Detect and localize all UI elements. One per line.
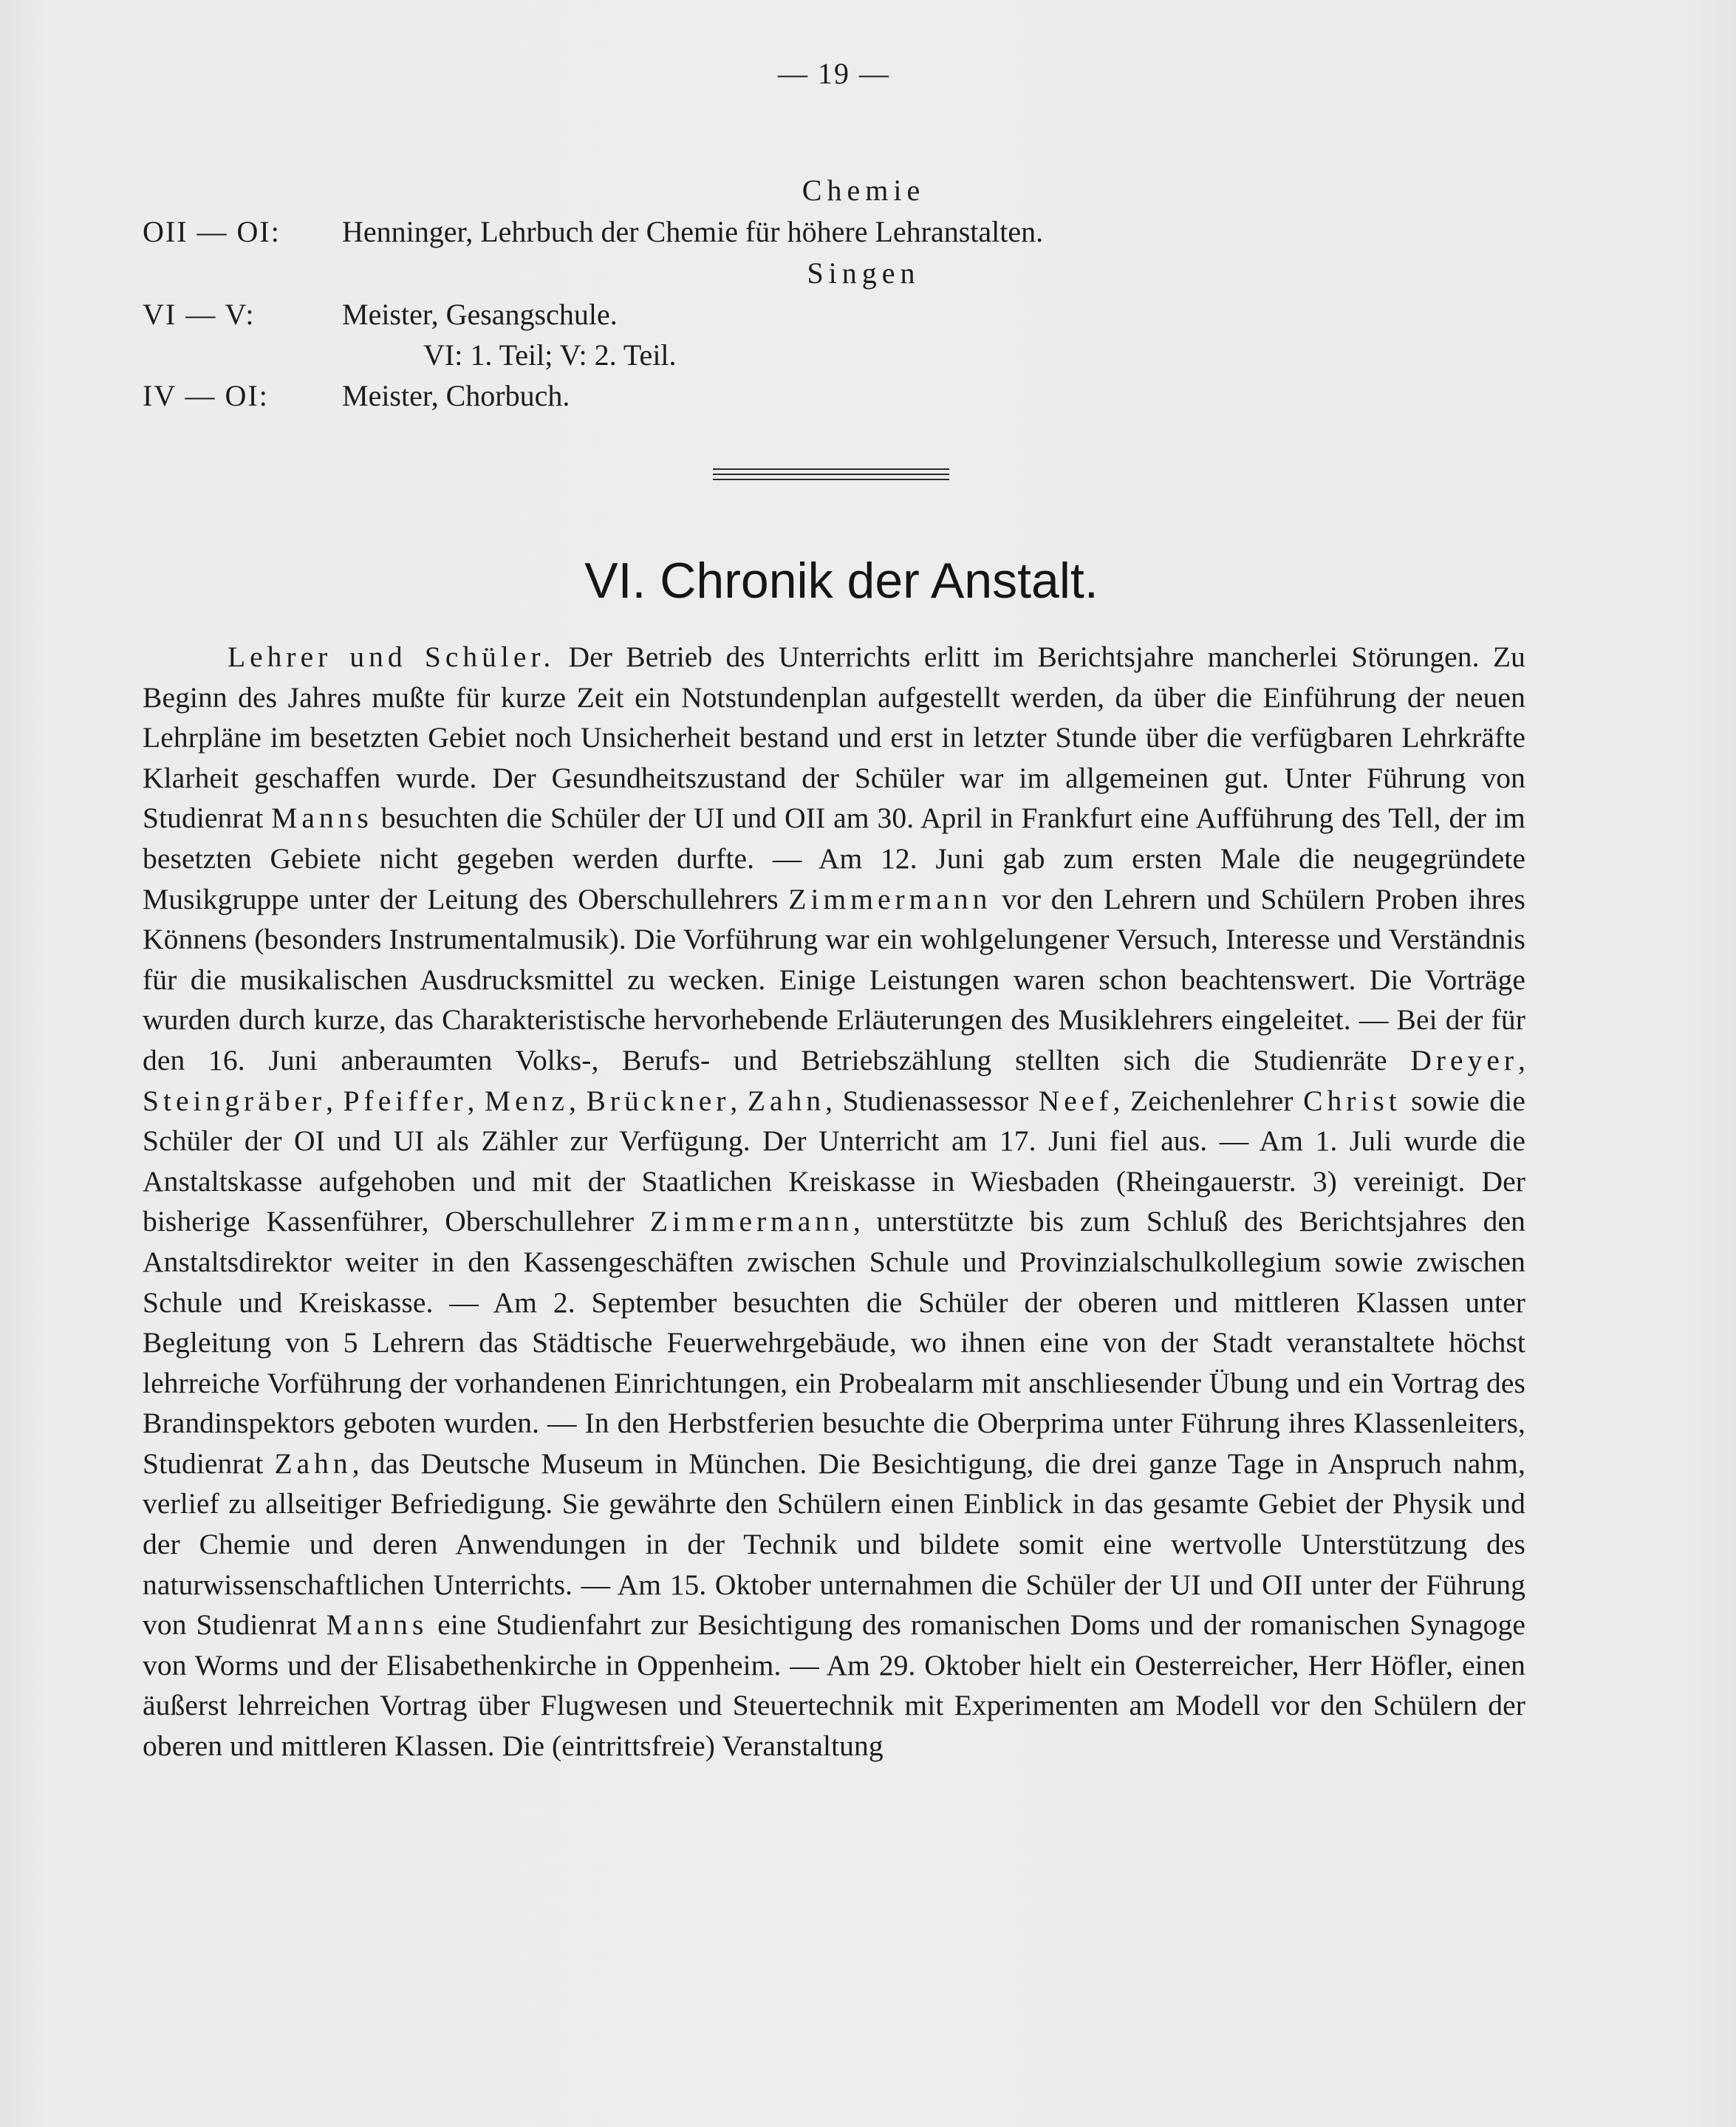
section-divider: [713, 468, 949, 480]
booklist-title: Meister, Gesangschule.: [342, 298, 618, 331]
emphasized-name: Christ: [1303, 1084, 1401, 1117]
booklist-row: [143, 294, 1525, 335]
paragraph-text: ,: [1518, 1043, 1525, 1076]
booklist-row: [143, 375, 1525, 417]
emphasized-name: Brückner: [586, 1084, 731, 1117]
paragraph-text: ,: [730, 1084, 748, 1117]
emphasized-name: Zahn: [747, 1084, 826, 1117]
chronicle-paragraph: [143, 637, 1525, 1766]
paragraph-text: vor den Lehrern und Schülern Proben ihres Könnens (besonders Instrumentalmusik). Die Vorführung war ein wohlgelungener Versuch, Interesse und Verständnis für die musikalischen Ausdrucksmittel zu wecken. Einige Leistungen waren schon beachtenswert. Die Vorträge wurden durch kurze, das Charakteristische hervorhebende Erläuterungen des Musiklehrers eingeleitet. — Bei der für den 16. Juni anberaumten Volks-, Berufs- und Betriebszählung stellten sich die Studienräte: [143, 882, 1525, 1076]
emphasized-name: Menz: [485, 1084, 569, 1117]
emphasized-name: Manns: [271, 802, 373, 835]
booklist-heading-singing: Singen: [807, 256, 920, 290]
paragraph-text: eine Studienfahrt zur Besichtigung des romanischen Doms und der romanischen Synagoge von Worms und der Elisabethenkirche in Oppenheim. — Am 29. Oktober hielt ein Oesterreicher, Herr Höfler, einen äußerst lehrreichen Vortrag über Flugwesen und Steuertechnik mit Experimenten am Modell vor den Schülern der oberen und mittleren Klassen. Die (eintrittsfreie) Veranstaltung: [143, 1608, 1526, 1763]
emphasized-name: Zimmermann: [788, 882, 992, 915]
paragraph-text: , das Deutsche Museum in München. Die Besichtigung, die drei ganze Tage in Anspruch nahm, verlief zu allseitiger Befriedigung. Sie gewährte den Schülern einen Einblick in das gesamte Gebiet der Physik und der Chemie und deren Anwendungen in der Technik und bildete somit eine wertvolle Unterstützung des naturwissenschaftlichen Unterrichts. — Am 15. Oktober unternahmen die Schüler der UI und OII unter der Führung von Studienrat: [143, 1447, 1525, 1642]
paragraph-text: Der Betrieb des Unterrichts erlitt im Berichtsjahre mancherlei Störungen. Zu Beginn des Jahres mußte für kurze Zeit ein Notstundenplan aufgestellt werden, da über die Einführung der neuen Lehrpläne im besetzten Gebiet noch Unsicherheit bestand und erst in letzter Stunde über die verfügbaren Lehrkräfte Klarheit geschaffen wurde. Der Gesundheitszustand der Schüler war im allgemeinen gut. Unter Führung von Studienrat: [143, 641, 1525, 835]
emphasized-name: Steingräber: [143, 1084, 327, 1117]
paragraph-text: , unterstützte bis zum Schluß des Berichtsjahres den Anstaltsdirektor weiter in den Kassengeschäften zwischen Schule und Provinzialschulkollegium sowie zwischen Schule und Kreiskasse. — Am 2. September besuchten die Schüler der oberen und mittleren Klassen unter Begleitung von 5 Lehrern das Städtische Feuerwehrgebäude, wo ihnen eine von der Stadt veranstaltete höchst lehrreiche Vorführung der vorhandenen Einrichtungen, ein Probealarm mit anschliesender Übung und ein Vortrag des Brandinspektors geboten wurden. — In den Herbstferien besuchte die Oberprima unter Führung ihres Klassenleiters, Studienrat: [143, 1205, 1525, 1480]
booklist-row: [143, 211, 1525, 253]
chapter-title: VI. Chronik der Anstalt.: [584, 553, 1098, 609]
paragraph-text: ,: [326, 1084, 344, 1117]
divider-line: [713, 479, 949, 480]
paragraph-text: ,: [467, 1084, 485, 1117]
booklist-grade: VI — V:: [143, 298, 256, 331]
emphasized-name: Dreyer: [1410, 1043, 1519, 1076]
page-content: [143, 52, 1525, 1766]
divider-line: [713, 468, 949, 470]
booklist-grade: IV — OI:: [143, 379, 269, 412]
emphasized-name: Pfeiffer: [343, 1084, 468, 1117]
booklist-subnote: VI: 1. Teil; V: 2. Teil.: [423, 338, 677, 372]
paragraph-text: besuchten die Schüler der UI und OII am 30. April in Frankfurt eine Aufführung des Tell, der im besetzten Gebiete nicht gegeben werden durfte. — Am 12. Juni gab zum ersten Male die neugegründete Musikgruppe unter der Leitung des Oberschullehrers: [143, 802, 1525, 915]
emphasized-name: Manns: [326, 1608, 428, 1642]
booklist-grade: OII — OI:: [143, 215, 281, 248]
emphasized-name: Zimmermann: [649, 1205, 853, 1238]
paragraph-text: , Zeichenlehrer: [1113, 1084, 1304, 1117]
paragraph-text: , Studienassessor: [825, 1084, 1039, 1117]
booklist-heading-chemistry: Chemie: [802, 174, 926, 207]
divider-line: [713, 474, 949, 475]
emphasized-name: Zahn: [274, 1447, 352, 1480]
paragraph-text: ,: [568, 1084, 587, 1117]
booklist-title: Meister, Chorbuch.: [342, 379, 570, 412]
emphasized-name: Neef: [1038, 1084, 1113, 1117]
paragraph-text: sowie die Schüler der OI und UI als Zähler zur Verfügung. Der Unterricht am 17. Juni fiel aus. — Am 1. Juli wurde die Anstaltskasse aufgehoben und mit der Staatlichen Kreiskasse in Wiesbaden (Rheingauerstr. 3) vereinigt. Der bisherige Kassenführer, Oberschullehrer: [143, 1084, 1525, 1238]
booklist-title: Henninger, Lehrbuch der Chemie für höhere Lehranstalten.: [342, 215, 1044, 248]
page-number: — 19 —: [778, 57, 890, 90]
emphasized-name: Lehrer und Schüler.: [228, 641, 556, 673]
